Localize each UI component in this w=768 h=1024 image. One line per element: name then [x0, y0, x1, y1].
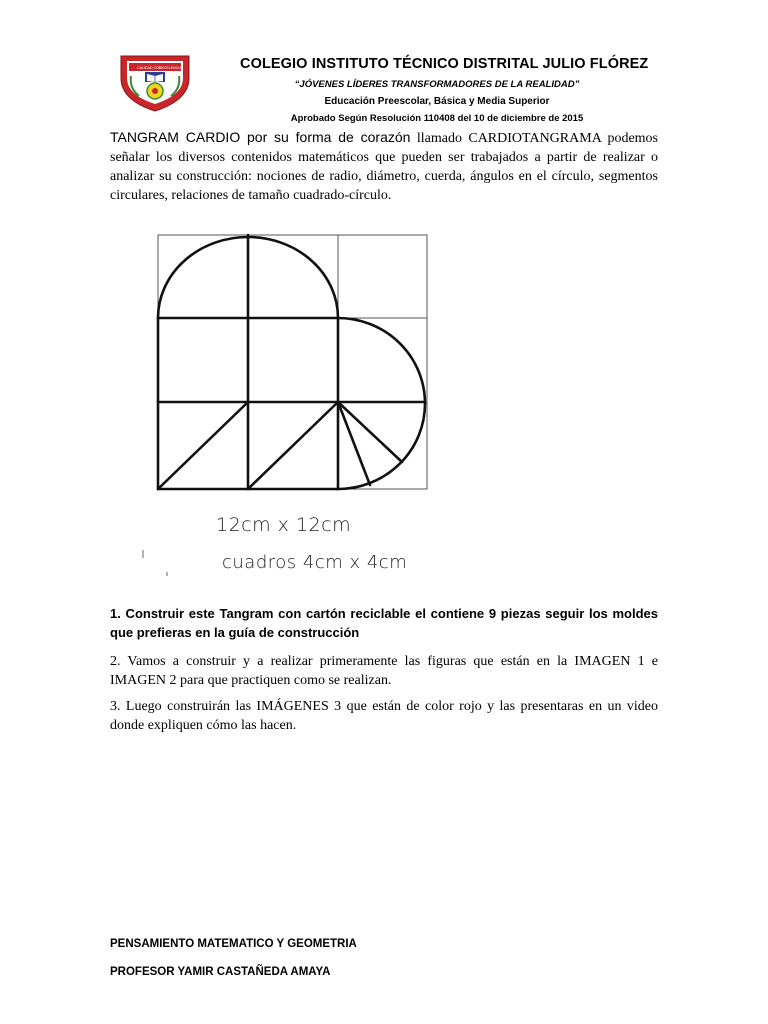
logo-text-right: EXCELENCIA [159, 66, 182, 70]
intro-body: llamado CARDIOTANGRAMA podemos señalar los diversos contenidos matemáticos que pueden ser trabajados a partir de realizar o analizar su construcción: nociones de radio, diámetro, cuerda, ángulos en el círculo, segmentos circulares, relaciones de tamaño cuadrado-círculo. [110, 131, 658, 203]
intro-lead: TANGRAM CARDIO por su forma de corazón [110, 129, 411, 145]
instruction-1: 1. Construir este Tangram con cartón reciclable el contiene 9 piezas seguir los moldes que prefieras en la guía de construcción [110, 606, 658, 640]
tangram-heart-outline [158, 235, 425, 489]
school-motto: “JÓVENES LÍDERES TRANSFORMADORES DE LA REALIDAD” [294, 79, 580, 90]
school-logo [117, 54, 193, 112]
intro-paragraph [110, 128, 658, 205]
figure-size-label: 12cm x 12cm [216, 514, 352, 536]
school-name: COLEGIO INSTITUTO TÉCNICO DISTRITAL JULIO FLÓREZ [240, 56, 649, 72]
footer-subject: PENSAMIENTO MATEMATICO Y GEOMETRIA [110, 938, 357, 950]
instruction-3: 3. Luego construirán las IMÁGENES 3 que están de color rojo y las presentaras en un video donde expliquen cómo las hacen. [110, 699, 658, 733]
approval-resolution: Aprobado Según Resolución 110408 del 10 de diciembre de 2015 [290, 113, 584, 124]
figure-squares-label: cuadros 4cm x 4cm [222, 552, 408, 573]
instruction-2: 2. Vamos a construir y a realizar primeramente las figuras que están en la IMAGEN 1 e IMAGEN 2 para que practiquen como se realizan. [110, 654, 658, 688]
education-levels: Educación Preescolar, Básica y Media Superior [324, 96, 550, 107]
footer-teacher: PROFESOR YAMIR CASTAÑEDA AMAYA [110, 966, 331, 978]
logo-text-left: CALIDAD CON [137, 66, 162, 70]
